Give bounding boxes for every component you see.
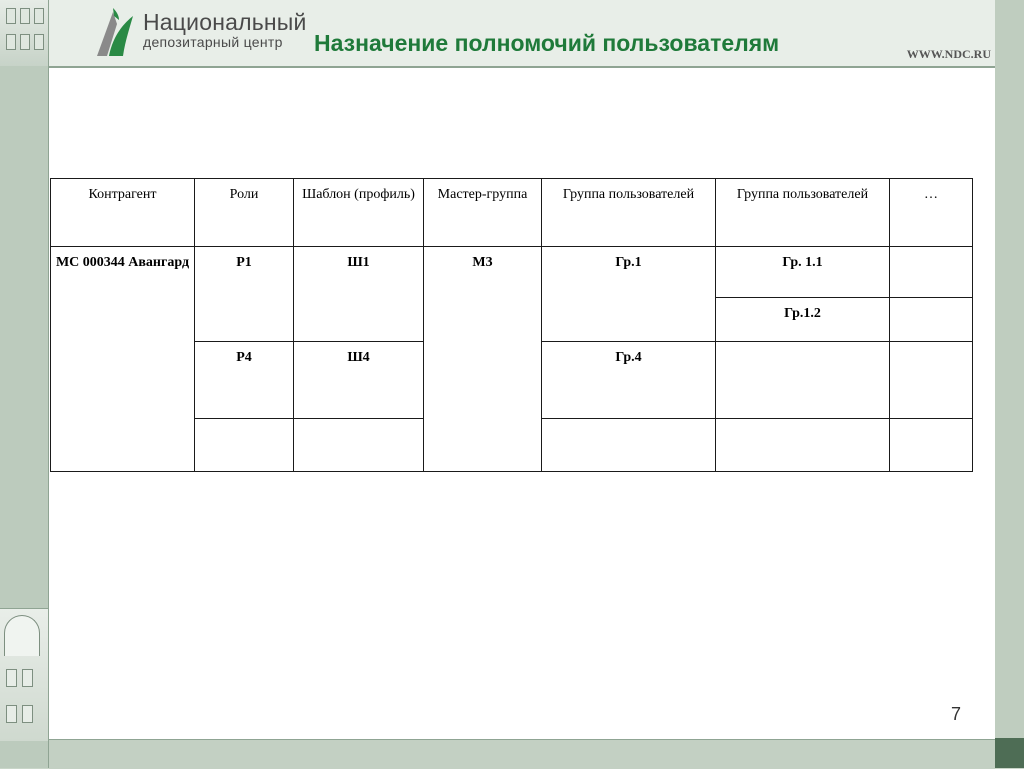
ndc-logo-text: [143, 10, 307, 50]
right-decorative-strip: [994, 0, 1024, 768]
page-number: 7: [951, 704, 962, 724]
cell-group: Гр.4: [542, 342, 716, 419]
header-cell-user-group: Группа пользователей: [542, 179, 716, 247]
table-header-row: [51, 179, 973, 247]
table-row: [51, 247, 973, 298]
cell-template: Ш1: [294, 247, 424, 342]
slide-header: [49, 0, 995, 68]
header-cell-roles: Роли: [195, 179, 294, 247]
cell-group: Гр.1: [542, 247, 716, 342]
header-cell-template: Шаблон (профиль): [294, 179, 424, 247]
cell-role: Р4: [195, 342, 294, 419]
cell-role: Р1: [195, 247, 294, 342]
cell-master-group: М3: [424, 247, 542, 472]
site-url: WWW.NDC.RU: [906, 47, 991, 61]
left-decorative-strip: [0, 0, 49, 768]
cell-counterparty: МС 000344 Авангард: [51, 247, 195, 472]
header-cell-master-group: Мастер-группа: [424, 179, 542, 247]
cell-template: [294, 419, 424, 472]
cell-role: [195, 419, 294, 472]
building-image-bottom: [0, 608, 48, 741]
header-cell-counterparty: Контрагент: [51, 179, 195, 247]
cell-subgroup: Гр. 1.1: [716, 247, 890, 298]
logo-line-1: Национальный: [143, 9, 307, 35]
cell-subgroup: [716, 342, 890, 419]
header-cell-user-group-2: Группа пользователей: [716, 179, 890, 247]
logo-line-2: депозитарный центр: [143, 34, 283, 50]
cell-group: [542, 419, 716, 472]
cell-subgroup: [716, 419, 890, 472]
roles-table: [50, 178, 973, 472]
cell-empty: [890, 342, 973, 419]
cell-empty: [890, 247, 973, 298]
building-image-top: [0, 0, 48, 66]
bottom-band: [49, 739, 995, 769]
cell-empty: [890, 298, 973, 342]
slide-title: Назначение полномочий пользователям: [314, 30, 780, 56]
cell-subgroup: Гр.1.2: [716, 298, 890, 342]
cell-template: Ш4: [294, 342, 424, 419]
slide-content: [49, 68, 995, 739]
building-image-corner: [995, 738, 1024, 768]
header-cell-ellipsis: …: [890, 179, 973, 247]
ndc-logo-icon: [83, 6, 135, 58]
cell-empty: [890, 419, 973, 472]
